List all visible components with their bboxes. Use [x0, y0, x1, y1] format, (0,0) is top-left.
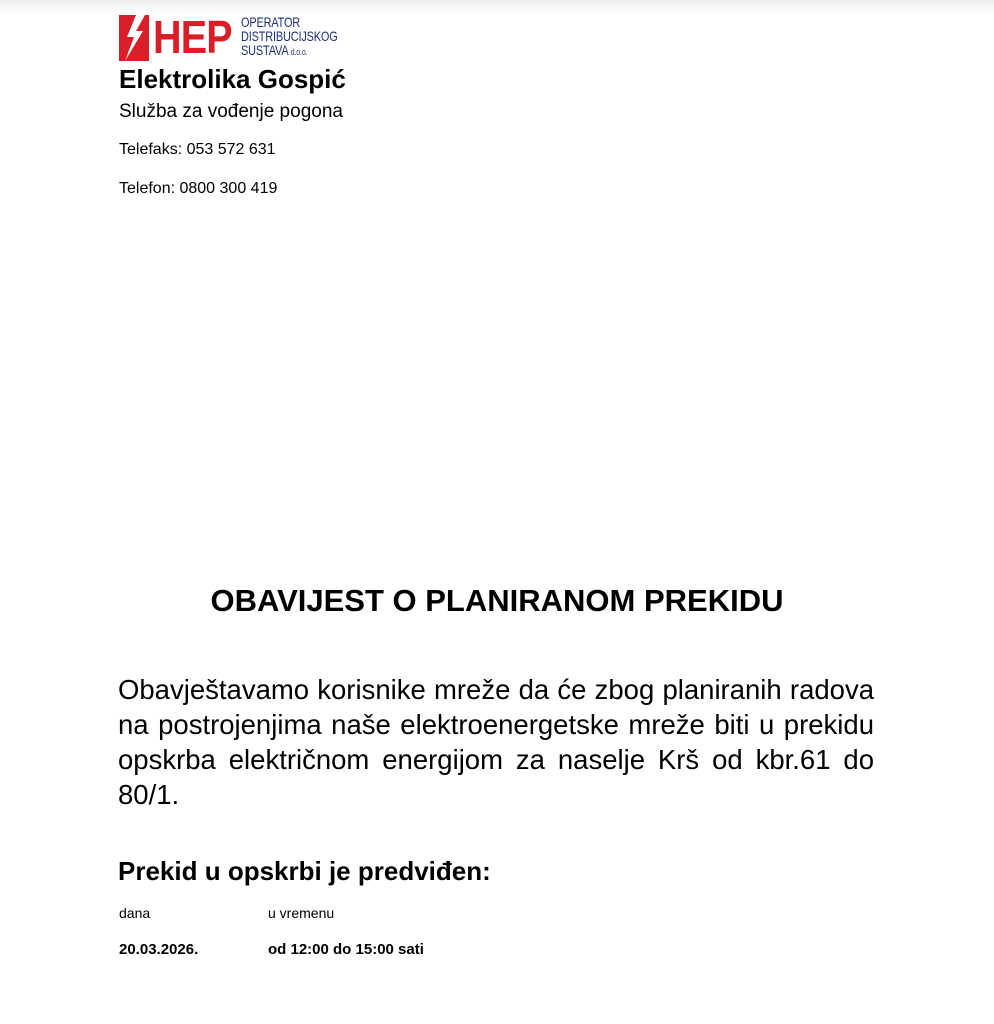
notice-title: OBAVIJEST O PLANIRANOM PREKIDU	[210, 583, 784, 618]
notice-body: Obavještavamo korisnike mreže da će zbog planiranih radova na postrojenjima naše elektroenergetske mreže biti u prekidu opskrba električnom energijom za naselje Krš od kbr.61 do 80/1.	[118, 674, 874, 810]
hep-logo	[119, 11, 359, 63]
date-label: dana	[119, 905, 151, 921]
top-shade	[0, 0, 994, 14]
logo-wordmark: HEP	[153, 11, 232, 63]
logo-company-name	[241, 15, 338, 59]
time-value: od 12:00 do 15:00 sati	[268, 941, 424, 958]
logo-line-1: OPERATOR	[241, 14, 301, 30]
logo-suffix: d.o.o.	[290, 47, 308, 57]
lightning-bolt-icon	[119, 15, 149, 61]
date-value: 20.03.2026.	[119, 941, 199, 958]
phone-number: Telefon: 0800 300 419	[119, 180, 278, 197]
schedule-heading: Prekid u opskrbi je predviđen:	[118, 856, 491, 886]
logo-line-2: DISTRIBUCIJSKOG	[241, 28, 338, 44]
branch-name: Elektrolika Gospić	[119, 64, 346, 94]
logo-line-3-wrap	[241, 43, 338, 59]
service-name: Služba za vođenje pogona	[119, 101, 343, 122]
time-label: u vremenu	[268, 905, 335, 921]
fax-number: Telefaks: 053 572 631	[119, 141, 276, 158]
logo-line-3: SUSTAVA	[241, 42, 288, 58]
